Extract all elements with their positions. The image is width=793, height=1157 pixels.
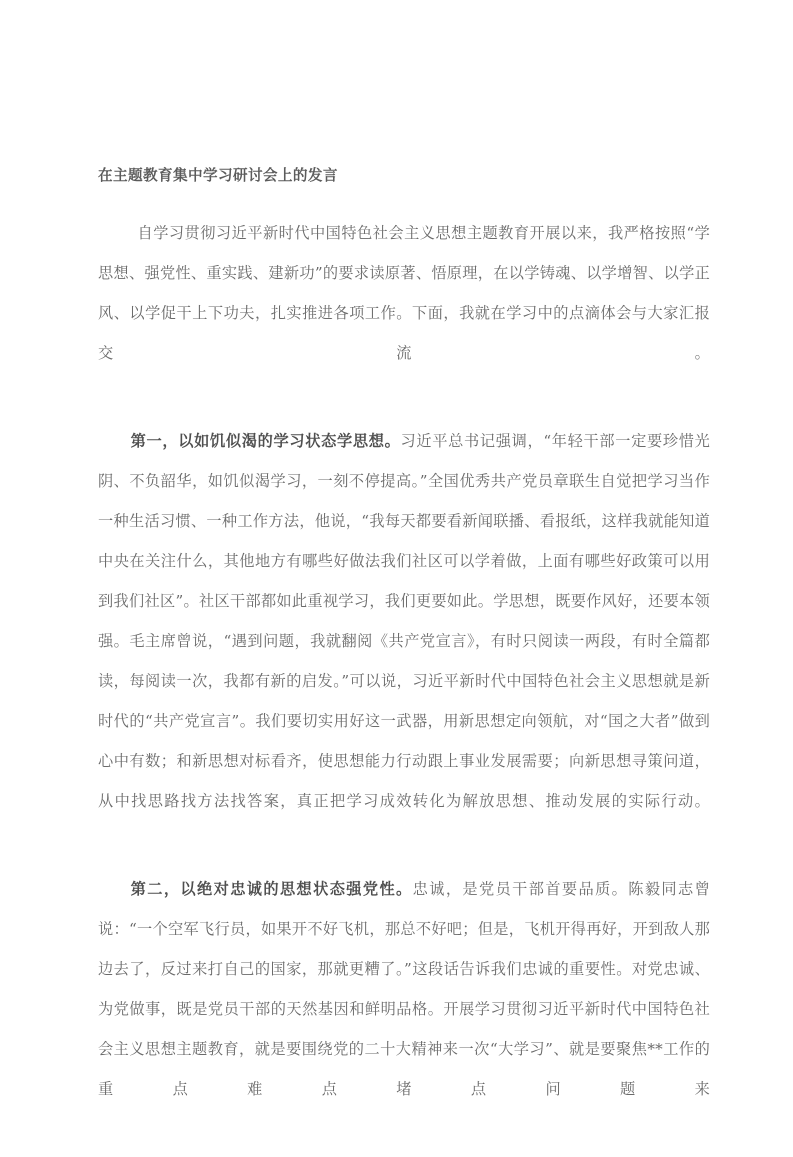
- paragraph-section-two-lead: 第二，以绝对忠诚的思想状态强党性。: [130, 879, 413, 898]
- paragraph-section-two: [98, 869, 710, 1149]
- paragraph-section-one: [98, 421, 710, 861]
- paragraph-intro-text: 自学习贯彻习近平新时代中国特色社会主义思想主题教育开展以来，我严格按照“学思想、强党性、重实践、建新功”的要求读原著、悟原理，在以学铸魂、以学增智、以学正风、以学促干上下功夫，扎实推进各项工作。下面，我就在学习中的点滴体会与大家汇报交流。: [98, 223, 710, 362]
- paragraph-intro: [98, 213, 710, 413]
- document-body: [98, 165, 710, 1157]
- page-title: 在主题教育集中学习研讨会上的发言: [98, 167, 338, 184]
- paragraph-section-two-text: 忠诚，是党员干部首要品质。陈毅同志曾说：“一个空军飞行员，如果开不好飞机，那总不好吧；但是，飞机开得再好，开到敌人那边去了，反过来打自己的国家，那就更糟了。”这段话告诉我们忠诚的重要性。对党忠诚、为党做事，既是党员干部的天然基因和鲜明品格。开展学习贯彻习近平新时代中国特色社会主义思想主题教育，就是要围绕党的二十大精神来一次“大学习”、就是要聚焦**工作的重点难点堵点问题来: [98, 879, 710, 1098]
- paragraph-section-one-text: 习近平总书记强调，“年轻干部一定要珍惜光阴、不负韶华，如饥似渴学习，一刻不停提高。”全国优秀共产党员章联生自觉把学习当作一种生活习惯、一种工作方法，他说，“我每天都要看新闻联播、看报纸，这样我就能知道中央在关注什么，其他地方有哪些好做法我们社区可以学着做，上面有哪些好政策可以用到我们社区”。社区干部都如此重视学习，我们更要如此。学思想，既要作风好，还要本领强。毛主席曾说，“遇到问题，我就翻阅《共产党宣言》，有时只阅读一两段，有时全篇都读，每阅读一次，我都有新的启发。”可以说，习近平新时代中国特色社会主义思想就是新时代的“共产党宣言”。我们要切实用好这一武器，用新思想定向领航，对“国之大者”做到心中有数；和新思想对标看齐，使思想能力行动跟上事业发展需要；向新思想寻策问道，从中找思路找方法找答案，真正把学习成效转化为解放思想、推动发展的实际行动。: [98, 431, 710, 810]
- paragraph-section-one-lead: 第一，以如饥似渴的学习状态学思想。: [130, 431, 401, 450]
